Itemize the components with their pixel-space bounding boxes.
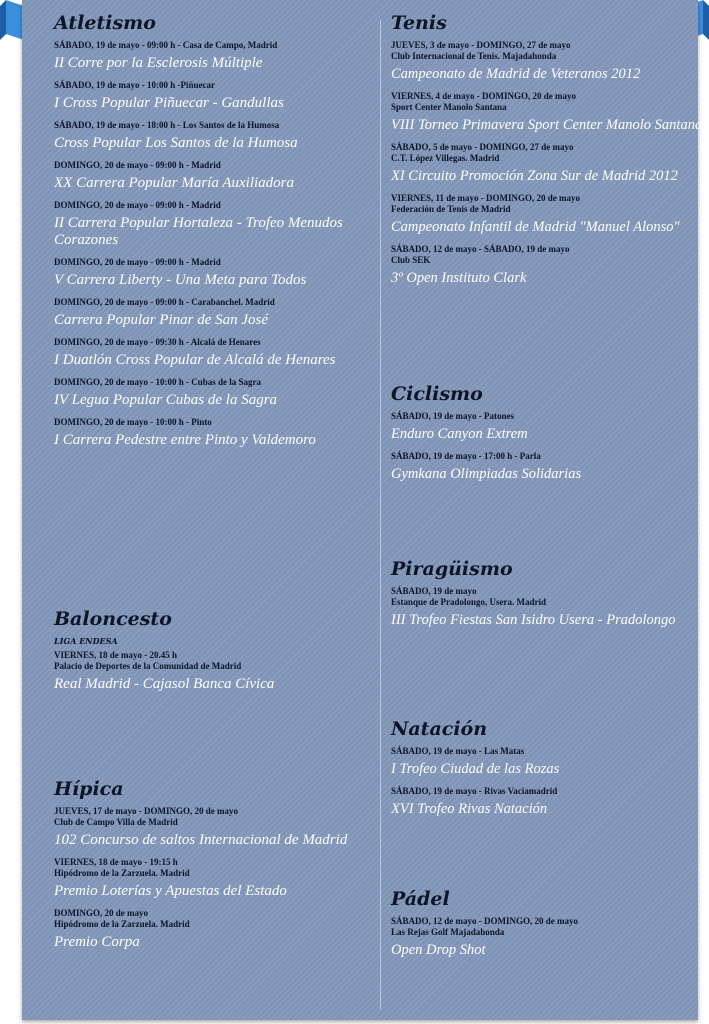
event-date-location: DOMINGO, 20 de mayo - 09:00 h - Madrid: [54, 160, 221, 170]
event-date-location: DOMINGO, 20 de mayo - 10:00 h - Cubas de la Sagra: [54, 377, 262, 387]
section-heading: Natación: [391, 718, 488, 740]
event-title: Real Madrid - Cajasol Banca Cívica: [54, 676, 275, 692]
event-date-location: DOMINGO, 20 de mayo - 10:00 h - Pinto: [54, 417, 212, 427]
column-divider: [380, 20, 381, 1010]
event-date-location: SÁBADO, 19 de mayo - 17:00 h - Parla: [391, 451, 541, 461]
event-title: V Carrera Liberty - Una Meta para Todos: [54, 272, 307, 288]
event-title: VIII Torneo Primavera Sport Center Manolo Santana: [391, 117, 703, 133]
event-item: [54, 377, 354, 409]
event-title: IV Legua Popular Cubas de la Sagra: [54, 392, 278, 408]
event-date-location: SÁBADO, 19 de mayo - 10:00 h -Piñuecar: [54, 80, 215, 90]
event-title: I Duatlón Cross Popular de Alcalá de Henares: [54, 352, 336, 368]
section-baloncesto: [54, 606, 354, 701]
section-heading: Baloncesto: [54, 608, 172, 630]
event-item: [54, 806, 354, 849]
event-item: [54, 160, 354, 192]
event-item: [54, 650, 354, 693]
event-title: XVI Trofeo Rivas Natación: [391, 801, 548, 817]
event-item: [54, 200, 354, 249]
event-date-location: DOMINGO, 20 de mayo - 09:00 h - Madrid: [54, 200, 221, 210]
event-item: [391, 244, 703, 287]
league-label: LIGA ENDESA: [54, 636, 118, 646]
event-date-location: SÁBADO, 19 de mayo - Patones: [391, 411, 514, 421]
event-item: [54, 80, 354, 112]
event-date-location: SÁBADO, 19 de mayo - 09:00 h - Casa de Campo, Madrid: [54, 40, 278, 50]
event-title: Campeonato Infantil de Madrid "Manuel Alonso": [391, 219, 680, 235]
event-item: [391, 786, 703, 818]
event-title: Enduro Canyon Extrem: [391, 426, 528, 442]
event-title: II Carrera Popular Hortaleza - Trofeo Menudos Corazones: [54, 215, 343, 248]
event-title: 102 Concurso de saltos Internacional de Madrid: [54, 832, 348, 848]
section-ciclismo: [391, 381, 703, 491]
event-title: Campeonato de Madrid de Veteranos 2012: [391, 66, 641, 82]
event-item: [391, 193, 703, 236]
event-item: [54, 417, 354, 449]
section-atletismo: [54, 10, 354, 457]
event-item: [391, 451, 703, 483]
event-date-location: DOMINGO, 20 de mayo - 09:30 h - Alcalá de Henares: [54, 337, 261, 347]
event-title: II Corre por la Esclerosis Múltiple: [54, 55, 263, 71]
section-heading: Tenis: [391, 12, 447, 34]
event-title: III Trofeo Fiestas San Isidro Usera - Pradolongo: [391, 612, 676, 628]
section-heading: Atletismo: [54, 12, 156, 34]
event-item: [391, 586, 703, 629]
corner-ribbon-left-icon: [0, 0, 24, 40]
event-date-location: VIERNES, 18 de mayo - 19:15 h Hipódromo de la Zarzuela. Madrid: [54, 857, 190, 878]
event-title: XX Carrera Popular María Auxiliadora: [54, 175, 294, 191]
event-title: Open Drop Shot: [391, 942, 486, 958]
event-date-location: VIERNES, 4 de mayo - DOMINGO, 20 de mayo Sport Center Manolo Santana: [391, 91, 577, 112]
section-piraguismo: [391, 556, 703, 637]
event-date-location: SÁBADO, 12 de mayo - SÁBADO, 19 de mayo Club SEK: [391, 244, 570, 265]
event-date-location: SÁBADO, 5 de mayo - DOMINGO, 27 de mayo C.T. López Villegas. Madrid: [391, 142, 574, 163]
event-item: [54, 257, 354, 289]
event-date-location: VIERNES, 18 de mayo - 20.45 h Palacio de Deportes de la Comunidad de Madrid: [54, 650, 242, 671]
event-item: [391, 411, 703, 443]
event-item: [54, 120, 354, 152]
event-date-location: SÁBADO, 19 de mayo - Las Matas: [391, 746, 525, 756]
event-date-location: VIERNES, 11 de mayo - DOMINGO, 20 de mayo Federación de Tenis de Madrid: [391, 193, 581, 214]
event-date-location: DOMINGO, 20 de mayo - 09:00 h - Madrid: [54, 257, 221, 267]
section-hipica: [54, 776, 354, 959]
event-title: Premio Loterías y Apuestas del Estado: [54, 883, 287, 899]
event-item: [54, 857, 354, 900]
event-item: [54, 337, 354, 369]
section-natacion: [391, 716, 703, 826]
event-title: Cross Popular Los Santos de la Humosa: [54, 135, 298, 151]
section-heading: Piragüismo: [391, 558, 513, 580]
event-title: Premio Corpa: [54, 934, 140, 950]
event-title: I Carrera Pedestre entre Pinto y Valdemoro: [54, 432, 316, 448]
event-date-location: SÁBADO, 19 de mayo - 18:00 h - Los Santos de la Humosa: [54, 120, 280, 130]
event-date-location: JUEVES, 3 de mayo - DOMINGO, 27 de mayo Club Internacional de Tenis. Majadahonda: [391, 40, 571, 61]
event-title: 3º Open Instituto Clark: [391, 270, 527, 286]
section-padel: [391, 886, 703, 967]
event-item: [391, 91, 703, 134]
section-heading: Pádel: [391, 888, 450, 910]
event-item: [54, 297, 354, 329]
event-item: [54, 40, 354, 72]
section-heading: Ciclismo: [391, 383, 483, 405]
event-date-location: DOMINGO, 20 de mayo - 09:00 h - Carabanchel. Madrid: [54, 297, 275, 307]
event-item: [391, 746, 703, 778]
event-date-location: SÁBADO, 19 de mayo Estanque de Pradolongo, Usera. Madrid: [391, 586, 547, 607]
event-date-location: DOMINGO, 20 de mayo Hipódromo de la Zarzuela. Madrid: [54, 908, 190, 929]
event-date-location: SÁBADO, 19 de mayo - Rivas Vaciamadrid: [391, 786, 558, 796]
event-title: I Trofeo Ciudad de las Rozas: [391, 761, 560, 777]
event-title: Gymkana Olimpiadas Solidarias: [391, 466, 582, 482]
event-item: [54, 908, 354, 951]
event-title: XI Circuito Promoción Zona Sur de Madrid 2012: [391, 168, 678, 184]
event-title: Carrera Popular Pinar de San José: [54, 312, 269, 328]
event-item: [391, 916, 703, 959]
event-date-location: SÁBADO, 12 de mayo - DOMINGO, 20 de mayo Las Rejas Golf Majadahonda: [391, 916, 578, 937]
event-item: [391, 142, 703, 185]
event-item: [391, 40, 703, 83]
event-title: I Cross Popular Piñuecar - Gandullas: [54, 95, 284, 111]
section-heading: Hípica: [54, 778, 124, 800]
section-tenis: [391, 10, 703, 295]
event-date-location: JUEVES, 17 de mayo - DOMINGO, 20 de mayo Club de Campo Villa de Madrid: [54, 806, 238, 827]
